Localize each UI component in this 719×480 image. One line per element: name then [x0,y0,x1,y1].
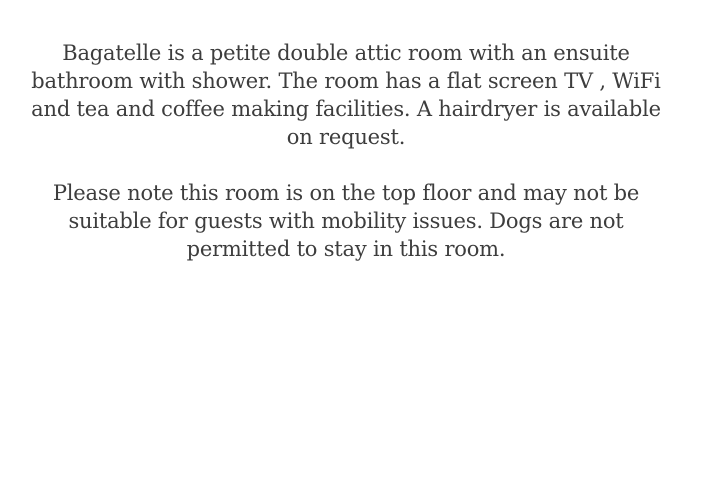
room-description [16,39,676,263]
text-line: bathroom with shower. The room has a flat screen TV , WiFi [31,69,661,93]
text-line: Please note this room is on the top floor and may not be [52,181,640,205]
text-line: and tea and coffee making facilities. A hairdryer is available [31,97,661,121]
paragraph-room-notes [16,179,676,263]
text-line: permitted to stay in this room. [186,237,506,261]
text-line: suitable for guests with mobility issues. Dogs are not [68,209,624,233]
text-line: on request. [286,125,406,149]
text-line: Bagatelle is a petite double attic room with an ensuite [62,41,630,65]
paragraph-room-details [16,39,676,151]
